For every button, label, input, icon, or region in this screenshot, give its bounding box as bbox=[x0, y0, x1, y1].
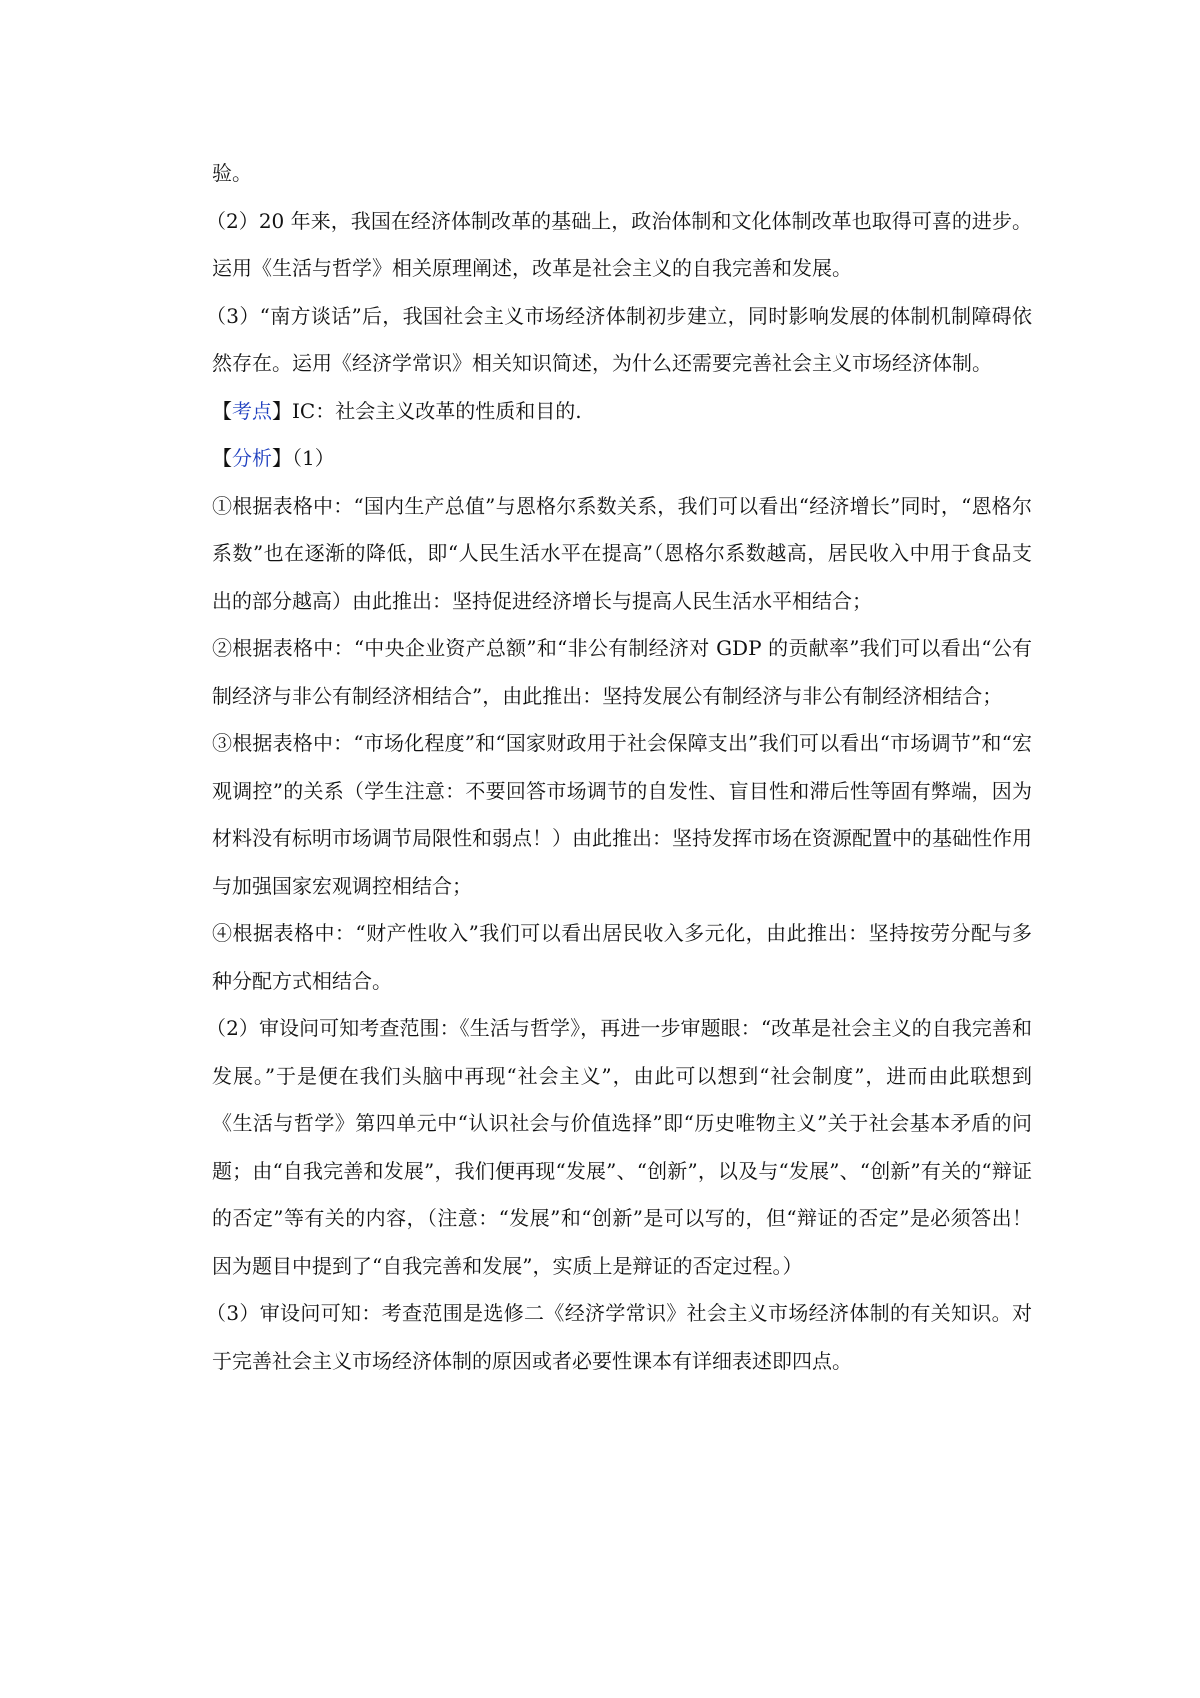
paragraph-point-3: ③根据表格中：“市场化程度”和“国家财政用于社会保障支出”我们可以看出“市场调节”和“宏观调控”的关系（学生注意：不要回答市场调节的自发性、盲目性和滞后性等固有弊端，因为材料没有标明市场调节局限性和弱点！）由此推出：坚持发挥市场在资源配置中的基础性作用与加强国家宏观调控相结合； bbox=[212, 731, 1032, 898]
fenxi-text: （1） bbox=[292, 446, 335, 470]
paragraph-point-4: ④根据表格中：“财产性收入”我们可以看出居民收入多元化，由此推出：坚持按劳分配与多种分配方式相结合。 bbox=[212, 921, 1032, 993]
fenxi-bracket-open: 【 bbox=[212, 446, 232, 470]
paragraph-point-1: ①根据表格中：“国内生产总值”与恩格尔系数关系，我们可以看出“经济增长”同时，“恩格尔系数”也在逐渐的降低，即“人民生活水平在提高”（恩格尔系数越高，居民收入中用于食品支出的部分越高）由此推出：坚持促进经济增长与提高人民生活水平相结合； bbox=[212, 493, 1032, 613]
fenxi-bracket-close: 】 bbox=[272, 446, 292, 470]
paragraph-continuation: 验。 bbox=[212, 161, 252, 185]
paragraph-analysis-2: （2）审设问可知考查范围：《生活与哲学》，再进一步审题眼：“改革是社会主义的自我完善和发展。”于是便在我们头脑中再现“社会主义”，由此可以想到“社会制度”，进而由此联想到《生活与哲学》第四单元中“认识社会与价值选择”即“历史唯物主义”关于社会基本矛盾的问题；由“自我完善和发展”，我们便再现“发展”、“创新”，以及与“发展”、“创新”有关的“辩证的否定”等有关的内容，（注意：“发展”和“创新”是可以写的，但“辩证的否定”是必须答出！因为题目中提到了“自我完善和发展”，实质上是辩证的否定过程。） bbox=[206, 1016, 1032, 1278]
fenxi-label: 分析 bbox=[232, 446, 272, 470]
paragraph-point-2: ②根据表格中：“中央企业资产总额”和“非公有制经济对 GDP 的贡献率”我们可以看出“公有制经济与非公有制经济相结合”，由此推出：坚持发展公有制经济与非公有制经济相结合； bbox=[212, 636, 1032, 708]
paragraph-analysis-3: （3）审设问可知：考查范围是选修二《经济学常识》社会主义市场经济体制的有关知识。对于完善社会主义市场经济体制的原因或者必要性课本有详细表述即四点。 bbox=[206, 1301, 1032, 1373]
paragraph-question-3: （3）“南方谈话”后，我国社会主义市场经济体制初步建立，同时影响发展的体制机制障碍依然存在。运用《经济学常识》相关知识简述，为什么还需要完善社会主义市场经济体制。 bbox=[206, 303, 1032, 375]
kaodian-label: 考点 bbox=[232, 398, 272, 423]
paragraph-kaodian bbox=[212, 388, 1032, 436]
kaodian-text: IC：社会主义改革的性质和目的. bbox=[292, 398, 582, 423]
kaodian-bracket-close: 】 bbox=[272, 398, 292, 423]
document-body bbox=[206, 150, 1032, 1385]
paragraph-question-2: （2）20 年来，我国在经济体制改革的基础上，政治体制和文化体制改革也取得可喜的进步。运用《生活与哲学》相关原理阐述，改革是社会主义的自我完善和发展。 bbox=[206, 208, 1032, 280]
kaodian-bracket-open: 【 bbox=[212, 398, 232, 423]
paragraph-fenxi bbox=[212, 435, 1032, 483]
